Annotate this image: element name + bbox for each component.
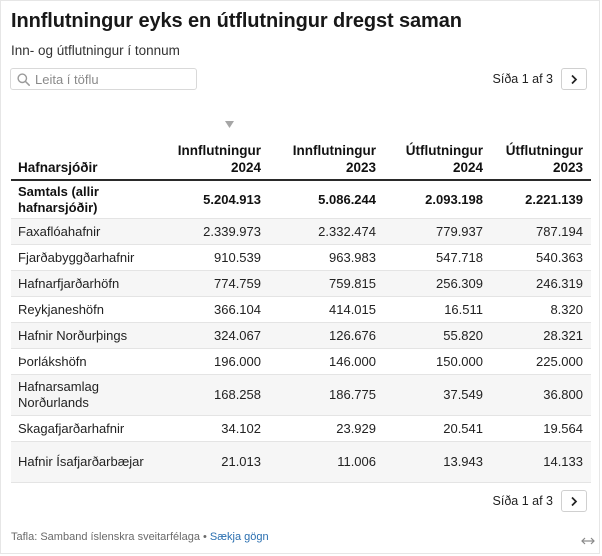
table-row-total <box>11 180 591 219</box>
table-row <box>11 323 591 349</box>
row-label: Þorlákshöfn <box>11 349 161 375</box>
table-cell: 5.204.913 <box>161 180 269 219</box>
column-header-innflutningur-2024[interactable] <box>161 113 269 180</box>
table-cell: 2.093.198 <box>384 180 491 219</box>
table-cell: 146.000 <box>269 349 384 375</box>
table-cell: 2.332.474 <box>269 219 384 245</box>
table-cell: 23.929 <box>269 416 384 442</box>
column-header-innflutningur-2023[interactable]: Innflutningur 2023 <box>269 113 384 180</box>
row-label: Faxaflóahafnir <box>11 219 161 245</box>
table-cell: 759.815 <box>269 271 384 297</box>
search-input[interactable] <box>35 70 193 88</box>
table-cell: 5.086.244 <box>269 180 384 219</box>
table-cell: 256.309 <box>384 271 491 297</box>
sort-descending-icon <box>225 121 234 128</box>
column-header-label: Innflutningur 2024 <box>177 143 261 175</box>
table-cell: 196.000 <box>161 349 269 375</box>
table-row <box>11 245 591 271</box>
pagination-top <box>493 68 587 90</box>
resize-horizontal-icon[interactable] <box>580 536 596 546</box>
source-footer <box>11 531 269 543</box>
table-cell: 366.104 <box>161 297 269 323</box>
table-cell: 963.983 <box>269 245 384 271</box>
column-header-utflutningur-2024[interactable]: Útflutningur 2024 <box>384 113 491 180</box>
download-data-link[interactable]: Sækja gögn <box>209 531 269 543</box>
table-cell: 36.800 <box>491 375 591 416</box>
table-row <box>11 442 591 483</box>
chevron-right-icon <box>570 496 578 507</box>
table-cell: 16.511 <box>384 297 491 323</box>
table-cell: 20.541 <box>384 416 491 442</box>
table-cell: 225.000 <box>491 349 591 375</box>
page-subtitle: Inn- og útflutningur í tonnum <box>11 43 180 58</box>
page-indicator: Síða 1 af 3 <box>492 72 553 86</box>
search-icon <box>17 73 30 86</box>
table-cell: 19.564 <box>491 416 591 442</box>
table-cell: 21.013 <box>161 442 269 483</box>
table-header-row <box>11 113 591 180</box>
row-label: Samtals (allir hafnarsjóðir) <box>11 180 161 219</box>
table-cell: 779.937 <box>384 219 491 245</box>
row-label: Reykjaneshöfn <box>11 297 161 323</box>
table-cell: 8.320 <box>491 297 591 323</box>
table-cell: 787.194 <box>491 219 591 245</box>
table-cell: 55.820 <box>384 323 491 349</box>
source-credit: Tafla: Samband íslenskra sveitarfélaga • <box>11 531 210 543</box>
column-header-hafnarsjodir[interactable]: Hafnarsjóðir <box>11 113 161 180</box>
table-cell: 246.319 <box>491 271 591 297</box>
data-table <box>11 113 591 483</box>
table-cell: 28.321 <box>491 323 591 349</box>
table-cell: 910.539 <box>161 245 269 271</box>
table-cell: 11.006 <box>269 442 384 483</box>
table-cell: 324.067 <box>161 323 269 349</box>
search-box[interactable] <box>10 68 197 90</box>
table-row <box>11 416 591 442</box>
table-cell: 150.000 <box>384 349 491 375</box>
row-label: Fjarðabyggðarhafnir <box>11 245 161 271</box>
table-cell: 547.718 <box>384 245 491 271</box>
table-cell: 13.943 <box>384 442 491 483</box>
column-header-utflutningur-2023[interactable]: Útflutningur 2023 <box>491 113 591 180</box>
table-cell: 186.775 <box>269 375 384 416</box>
table-row <box>11 271 591 297</box>
table-cell: 774.759 <box>161 271 269 297</box>
table-row <box>11 219 591 245</box>
row-label: Hafnarfjarðarhöfn <box>11 271 161 297</box>
table-cell: 37.549 <box>384 375 491 416</box>
row-label: Hafnir Ísafjarðarbæjar <box>11 442 161 483</box>
next-page-button[interactable] <box>561 68 587 90</box>
chevron-right-icon <box>570 74 578 85</box>
row-label: Hafnir Norðurþings <box>11 323 161 349</box>
table-row <box>11 349 591 375</box>
table-cell: 414.015 <box>269 297 384 323</box>
table-cell: 2.221.139 <box>491 180 591 219</box>
table-row <box>11 297 591 323</box>
table-cell: 14.133 <box>491 442 591 483</box>
table-cell: 34.102 <box>161 416 269 442</box>
table-cell: 540.363 <box>491 245 591 271</box>
row-label: Hafnarsamlag Norðurlands <box>11 375 161 416</box>
table-cell: 168.258 <box>161 375 269 416</box>
page-indicator: Síða 1 af 3 <box>492 494 553 508</box>
page-title: Innflutningur eyks en útflutningur dregst saman <box>11 10 462 32</box>
table-row <box>11 375 591 416</box>
table-cell: 2.339.973 <box>161 219 269 245</box>
next-page-button[interactable] <box>561 490 587 512</box>
table-cell: 126.676 <box>269 323 384 349</box>
pagination-bottom <box>493 490 587 512</box>
row-label: Skagafjarðarhafnir <box>11 416 161 442</box>
